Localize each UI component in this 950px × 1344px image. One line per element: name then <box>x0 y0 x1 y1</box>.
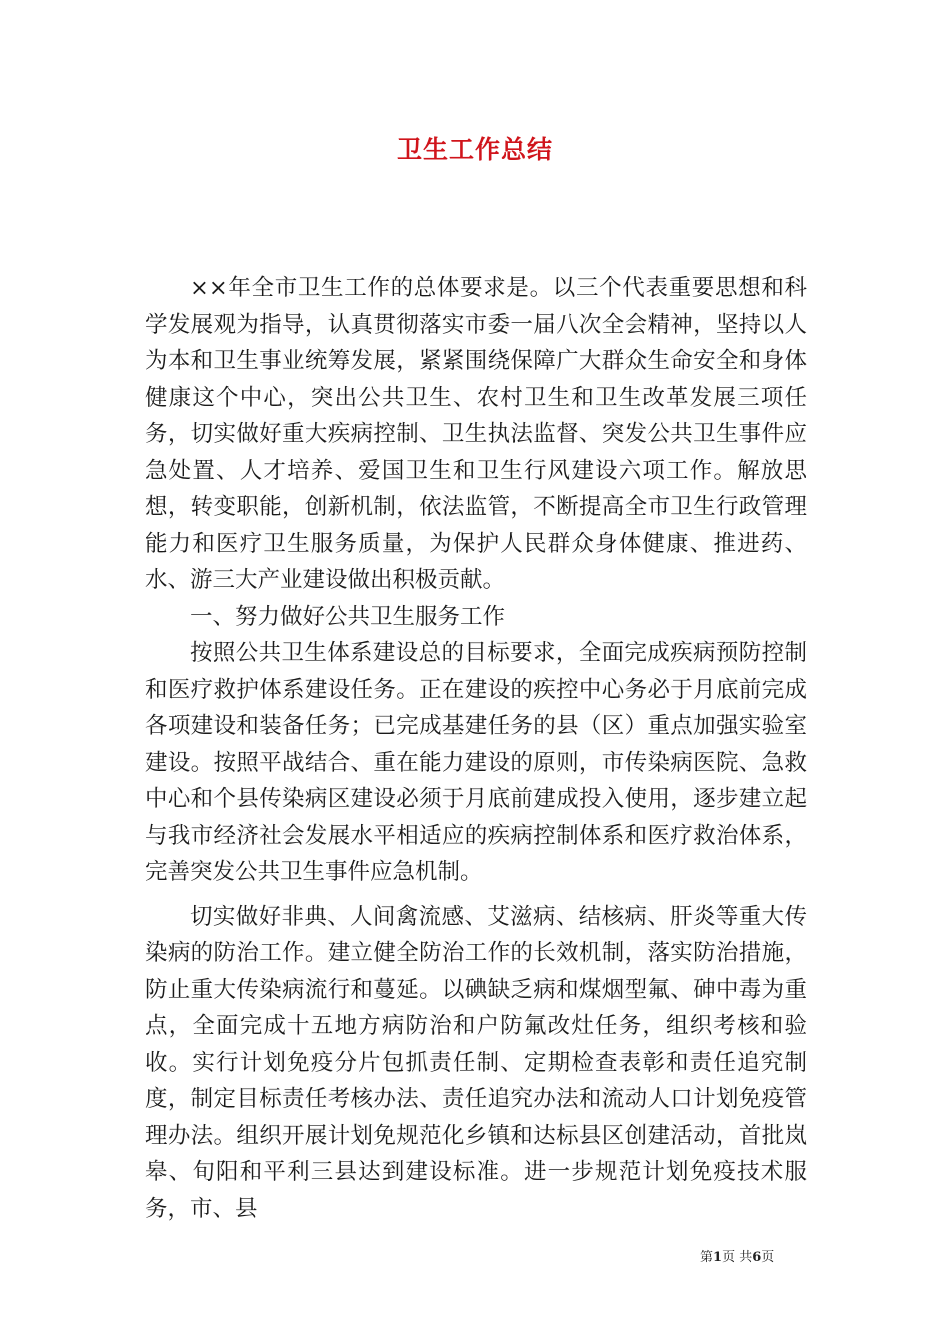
paragraph-public-health-system: 按照公共卫生体系建设总的目标要求，全面完成疾病预防控制和医疗救护体系建设任务。正在建设的疾控中心务必于月底前完成各项建设和装备任务；已完成基建任务的县（区）重点加强实验室建设。按照平战结合、重在能力建设的原则，市传染病医院、急救中心和个县传染病区建设必须于月底前建成投入使用，逐步建立起与我市经济社会发展水平相适应的疾病控制体系和医疗救治体系，完善突发公共卫生事件应急机制。 <box>145 640 807 885</box>
page-number-footer <box>700 1246 774 1265</box>
section-heading-1: 一、努力做好公共卫生服务工作 <box>190 603 506 630</box>
footer-total-pages: 6 <box>752 1250 762 1265</box>
footer-current-page: 1 <box>713 1250 723 1265</box>
paragraph-intro: ××年全市卫生工作的总体要求是。以三个代表重要思想和科学发展观为指导，认真贯彻落实市委一届八次全会精神，坚持以人为本和卫生事业统筹发展，紧紧围绕保障广大群众生命安全和身体健康这个中心，突出公共卫生、农村卫生和卫生改革发展三项任务，切实做好重大疾病控制、卫生执法监督、突发公共卫生事件应急处置、人才培养、爱国卫生和卫生行风建设六项工作。解放思想，转变职能，创新机制，依法监管，不断提高全市卫生行政管理能力和医疗卫生服务质量，为保护人民群众身体健康、推进药、水、游三大产业建设做出积极贡献。 <box>145 275 807 593</box>
paragraph-disease-control: 切实做好非典、人间禽流感、艾滋病、结核病、肝炎等重大传染病的防治工作。建立健全防治工作的长效机制，落实防治措施，防止重大传染病流行和蔓延。以碘缺乏病和煤烟型氟、砷中毒为重点，全面完成十五地方病防治和户防氟改灶任务，组织考核和验收。实行计划免疫分片包抓责任制、定期检查表彰和责任追究制度，制定目标责任考核办法、责任追究办法和流动人口计划免疫管理办法。组织开展计划免规范化乡镇和达标县区创建活动，首批岚皋、旬阳和平利三县达到建设标准。进一步规范计划免疫技术服务，市、县 <box>145 903 807 1222</box>
page-title: 卫生工作总结 <box>396 135 553 164</box>
document-body <box>145 270 807 1227</box>
footer-suffix: 页 <box>761 1250 775 1265</box>
footer-middle: 页 共 <box>722 1250 753 1265</box>
footer-prefix: 第 <box>700 1250 714 1265</box>
